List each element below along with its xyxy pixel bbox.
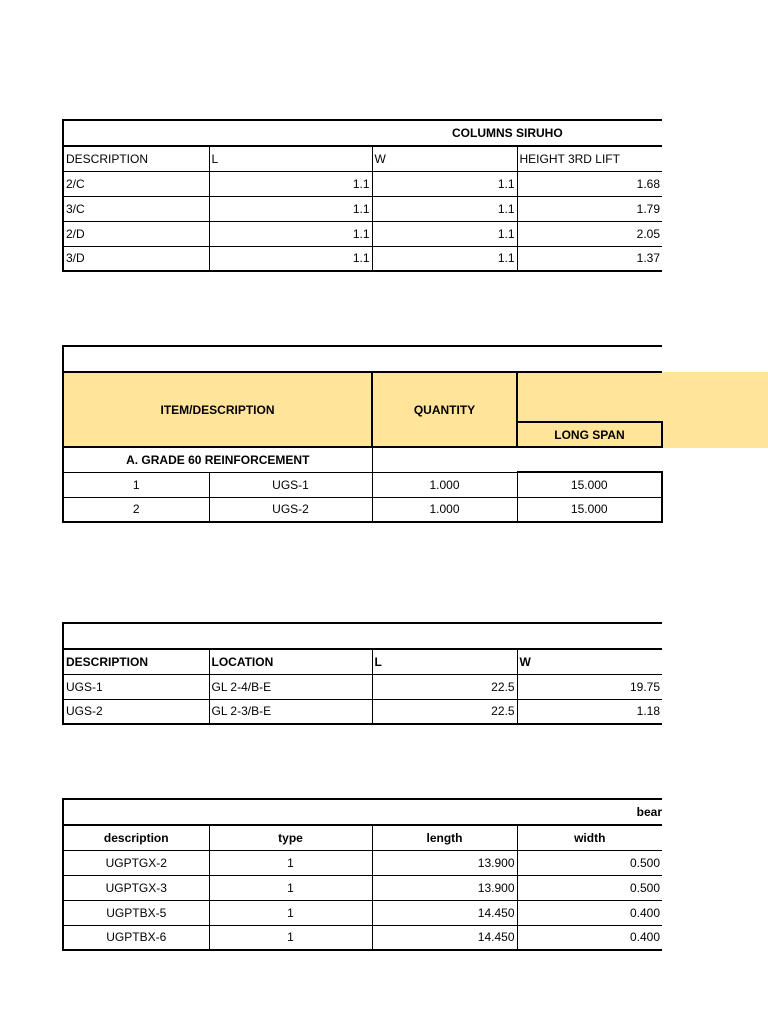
- table-cell: 1: [209, 900, 372, 925]
- table-row: [63, 699, 662, 724]
- table-cell: 1.1: [372, 221, 517, 246]
- table-cell: UGPTBX-6: [63, 925, 209, 950]
- column-header: DESCRIPTION: [63, 146, 209, 171]
- table-cell: 22.5: [372, 674, 517, 699]
- column-header: HEIGHT 3RD LIFT: [517, 146, 662, 171]
- table-cell: 19.75: [517, 674, 662, 699]
- table-cell: UGPTGX-2: [63, 850, 209, 875]
- table-cell: 13.900: [372, 850, 517, 875]
- table-cell: UGS-1: [209, 472, 372, 497]
- column-header: LOCATION: [209, 649, 372, 674]
- table-cell: 1: [63, 472, 209, 497]
- table-cell: 1.1: [372, 246, 517, 271]
- table-cell: 2.05: [517, 221, 662, 246]
- column-header: width: [517, 825, 662, 850]
- table-cell: 1: [209, 875, 372, 900]
- table-cell: 2/D: [63, 221, 209, 246]
- table-cell: 1.1: [372, 196, 517, 221]
- table-cell: 22.5: [372, 699, 517, 724]
- table-row: [63, 171, 662, 196]
- table-row: [63, 221, 662, 246]
- table-row: [63, 875, 662, 900]
- columns-table-block: [62, 119, 662, 272]
- table-row: [63, 925, 662, 950]
- table-cell: 1.18: [517, 699, 662, 724]
- table-cell: 1.1: [209, 171, 372, 196]
- quantity-header: QUANTITY: [372, 372, 517, 447]
- item-description-header: ITEM/DESCRIPTION: [63, 372, 372, 447]
- table-row: [63, 246, 662, 271]
- columns-table-header: [63, 146, 662, 171]
- location-table: [62, 622, 662, 725]
- column-header: type: [209, 825, 372, 850]
- table-cell: 3/C: [63, 196, 209, 221]
- table-cell: 1.1: [209, 221, 372, 246]
- column-header: W: [517, 649, 662, 674]
- table-cell: 15.000: [517, 472, 662, 497]
- table-cell: 1.1: [372, 171, 517, 196]
- table-row: [63, 196, 662, 221]
- table-cell: 3/D: [63, 246, 209, 271]
- columns-table: [62, 119, 662, 272]
- column-header: description: [63, 825, 209, 850]
- table-cell: GL 2-4/B-E: [209, 674, 372, 699]
- beams-table: [62, 798, 662, 951]
- table-cell: GL 2-3/B-E: [209, 699, 372, 724]
- reinforcement-table-block: [62, 345, 663, 523]
- table-row: [63, 850, 662, 875]
- table-cell: 0.400: [517, 900, 662, 925]
- table-row: [63, 472, 662, 497]
- table-cell: 1.1: [209, 246, 372, 271]
- table-cell: UGS-2: [63, 699, 209, 724]
- table-row: [63, 674, 662, 699]
- column-header: L: [209, 146, 372, 171]
- reinforcement-table: [62, 345, 663, 523]
- table-cell: 1.37: [517, 246, 662, 271]
- table-cell: UGPTBX-5: [63, 900, 209, 925]
- column-header: L: [372, 649, 517, 674]
- table-cell: 2: [63, 497, 209, 522]
- table-cell: 1.1: [209, 196, 372, 221]
- column-header: DESCRIPTION: [63, 649, 209, 674]
- table-row: [63, 900, 662, 925]
- table-cell: 1.68: [517, 171, 662, 196]
- beams-table-title: bear: [517, 799, 662, 825]
- location-table-header: [63, 649, 662, 674]
- beams-table-block: [62, 798, 662, 951]
- beams-table-header: [63, 825, 662, 850]
- long-span-header: LONG SPAN: [517, 422, 662, 447]
- table-cell: 15.000: [517, 497, 662, 522]
- table-cell: 1: [209, 925, 372, 950]
- table-cell: UGS-1: [63, 674, 209, 699]
- column-header: W: [372, 146, 517, 171]
- section-label: A. GRADE 60 REINFORCEMENT: [63, 447, 372, 472]
- table-cell: 2/C: [63, 171, 209, 196]
- table-cell: 1: [209, 850, 372, 875]
- column-header: length: [372, 825, 517, 850]
- table-cell: 14.450: [372, 900, 517, 925]
- table-cell: 0.500: [517, 850, 662, 875]
- table-cell: 13.900: [372, 875, 517, 900]
- table-cell: 1.000: [372, 497, 517, 522]
- table-cell: UGS-2: [209, 497, 372, 522]
- table-cell: UGPTGX-3: [63, 875, 209, 900]
- table-cell: 1.79: [517, 196, 662, 221]
- table-cell: 0.500: [517, 875, 662, 900]
- table-cell: 14.450: [372, 925, 517, 950]
- location-table-block: [62, 622, 662, 725]
- highlight-band: [660, 372, 768, 448]
- table-cell: 0.400: [517, 925, 662, 950]
- table-cell: 1.000: [372, 472, 517, 497]
- columns-table-title: COLUMNS SIRUHO: [372, 120, 662, 146]
- table-row: [63, 497, 662, 522]
